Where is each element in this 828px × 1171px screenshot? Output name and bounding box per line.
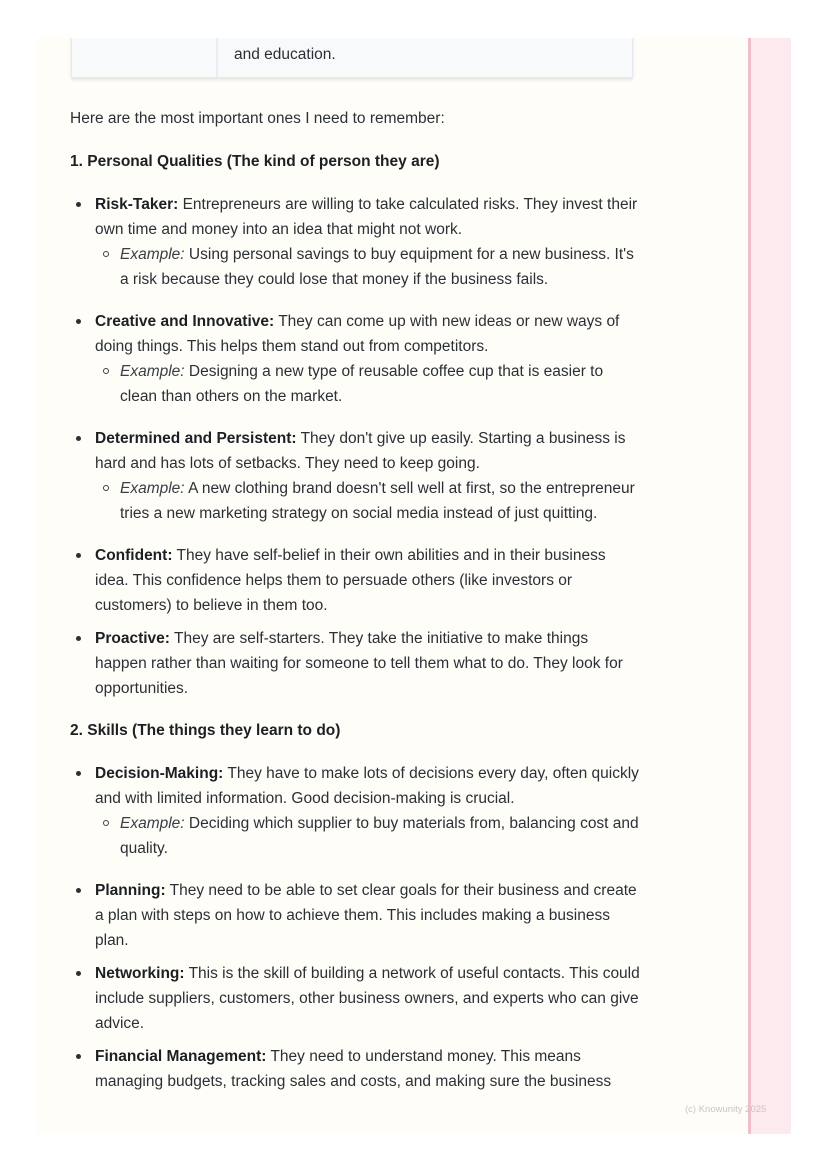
personal-qualities-list	[70, 192, 640, 701]
example-label: Example:	[120, 815, 185, 832]
table-fragment	[71, 38, 633, 78]
skills-list	[70, 761, 640, 1094]
table-cell: and education.	[234, 46, 336, 63]
list-item	[70, 878, 640, 953]
example-text: Deciding which supplier to buy materials from, balancing cost and quality.	[120, 815, 639, 857]
term: Confident:	[95, 547, 173, 564]
list-item	[70, 309, 640, 409]
intro-text: Here are the most important ones I need to remember:	[70, 110, 445, 127]
description: This is the skill of building a network of useful contacts. This could include suppliers, customers, other business owners, and experts who can give advice.	[95, 965, 640, 1032]
description: They are self-starters. They take the initiative to make things happen rather than waiting for someone to tell them what to do. They look for opportunities.	[95, 630, 623, 697]
description: They don't give up easily. Starting a business is hard and has lots of setbacks. They need to keep going.	[95, 430, 626, 472]
list-item	[70, 961, 640, 1036]
term: Creative and Innovative:	[95, 313, 275, 330]
example-label: Example:	[120, 246, 185, 263]
example-label: Example:	[120, 363, 185, 380]
description: Entrepreneurs are willing to take calculated risks. They invest their own time and money into an idea that might not work.	[95, 196, 638, 238]
example-item	[95, 476, 640, 526]
list-item	[70, 626, 640, 701]
description: They need to understand money. This means managing budgets, tracking sales and costs, and making sure the business	[95, 1048, 612, 1090]
term: Proactive:	[95, 630, 170, 647]
section-heading-skills: 2. Skills (The things they learn to do)	[70, 722, 341, 739]
example-text: A new clothing brand doesn't sell well at first, so the entrepreneur tries a new marketing strategy on social media instead of just quitting.	[120, 480, 635, 522]
term: Decision-Making:	[95, 765, 224, 782]
example-text: Using personal savings to buy equipment for a new business. It's a risk because they could lose that money if the business fails.	[120, 246, 634, 288]
notes-content	[70, 106, 640, 1102]
section-heading-personal-qualities: 1. Personal Qualities (The kind of person they are)	[70, 153, 440, 170]
term: Determined and Persistent:	[95, 430, 297, 447]
example-item	[95, 359, 640, 409]
list-item	[70, 543, 640, 618]
description: They need to be able to set clear goals for their business and create a plan with steps on how to achieve them. This includes making a business plan.	[95, 882, 637, 949]
example-list	[95, 476, 640, 526]
margin-area	[751, 38, 791, 1134]
example-item	[95, 242, 640, 292]
description: They have to make lots of decisions every day, often quickly and with limited information. Good decision-making is crucial.	[95, 765, 639, 807]
example-list	[95, 359, 640, 409]
example-list	[95, 811, 640, 861]
example-item	[95, 811, 640, 861]
term: Financial Management:	[95, 1048, 267, 1065]
document-page	[37, 38, 791, 1134]
copyright-footer: (c) Knowunity 2025	[685, 1104, 767, 1115]
list-item	[70, 1044, 640, 1094]
table-cell-empty	[72, 38, 218, 77]
list-item	[70, 192, 640, 292]
description: They have self-belief in their own abilities and in their business idea. This confidence helps them to persuade others (like investors or customers) to believe in them too.	[95, 547, 606, 614]
term: Planning:	[95, 882, 166, 899]
example-text: Designing a new type of reusable coffee cup that is easier to clean than others on the market.	[120, 363, 604, 405]
list-item	[70, 761, 640, 861]
example-list	[95, 242, 640, 292]
description: They can come up with new ideas or new ways of doing things. This helps them stand out from competitors.	[95, 313, 620, 355]
example-label: Example:	[120, 480, 185, 497]
term: Networking:	[95, 965, 185, 982]
term: Risk-Taker:	[95, 196, 179, 213]
list-item	[70, 426, 640, 526]
